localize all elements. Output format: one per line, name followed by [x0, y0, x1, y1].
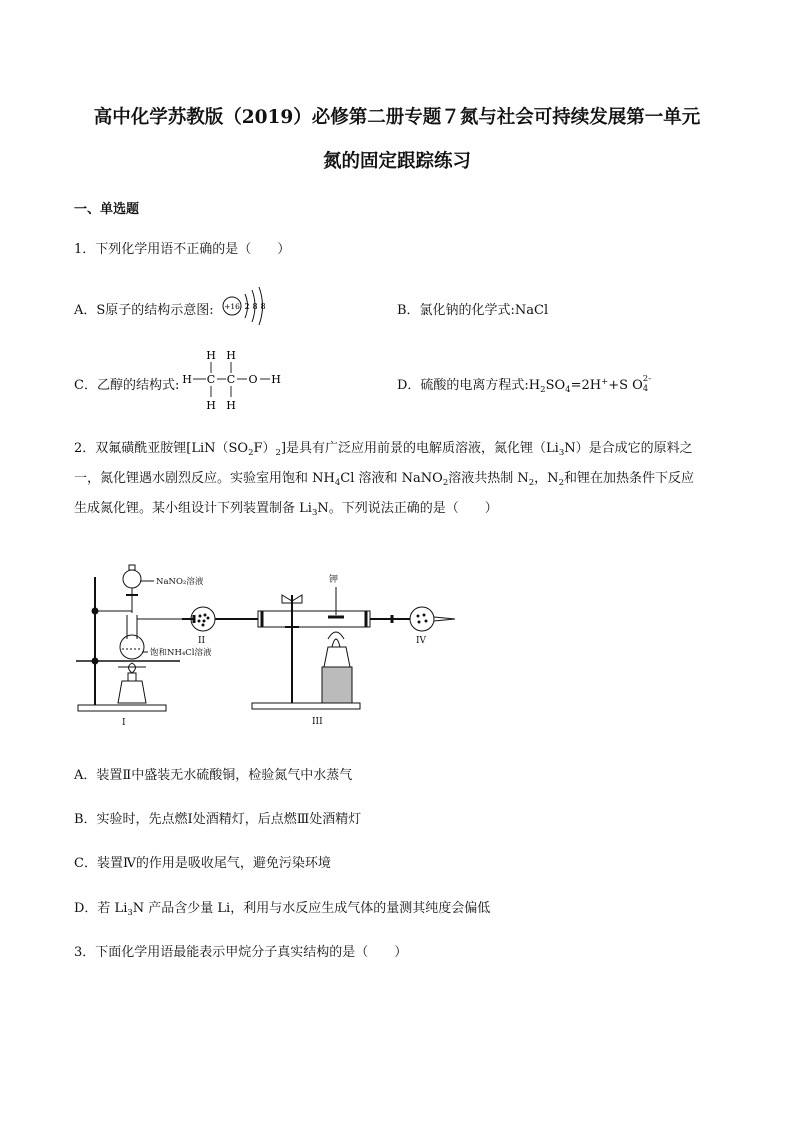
label-apparatus-3: III	[312, 717, 323, 727]
label-metal: 钾	[329, 575, 339, 585]
apparatus-figure	[70, 555, 470, 735]
ethanol-o: O	[248, 373, 258, 386]
shell-2-electrons: 8	[252, 302, 258, 311]
label-apparatus-2: II	[198, 636, 206, 646]
lamp-stand-block	[322, 667, 352, 703]
label-nano2: NaNO₂溶液	[156, 577, 204, 587]
section-heading: 一、单选题	[74, 202, 140, 217]
drying-tube-4	[410, 607, 434, 631]
q2-option-c: C．装置Ⅳ的作用是吸收尾气，避免污染环境	[74, 856, 331, 871]
label-apparatus-1: I	[122, 718, 126, 728]
ethanol-h-right: H	[271, 373, 281, 386]
page-title-line-2: 氮的固定跟踪练习	[322, 151, 471, 172]
label-nh4cl: 饱和NH₄Cl溶液	[150, 648, 212, 658]
q1-option-a: A．S原子的结构示意图:	[74, 303, 214, 318]
q1-option-b: B．氯化钠的化学式:NaCl	[397, 303, 549, 318]
label-apparatus-4: IV	[416, 636, 427, 646]
q2-option-d: D．若 $Li_3N$ 产品含少量 Li，利用与水反应生成气体的量测其纯度会偏低	[74, 901, 491, 918]
q2-stem-line-2: 一，氮化锂遇水剧烈反应。实验室用饱和 $NH_4Cl$ 溶液和 NaNO$_2$溶液共热制 $N_2$，$N_2$和锂在加热条件下反应	[74, 471, 694, 488]
shell-1-electrons: 2	[244, 302, 250, 311]
alcohol-lamp-3	[324, 647, 350, 667]
ethanol-structural-formula	[180, 343, 290, 415]
shell-3-electrons: 8	[260, 302, 266, 311]
q1-option-c: C．乙醇的结构式:	[74, 378, 180, 393]
q2-option-b: B．实验时，先点燃Ⅰ处酒精灯，后点燃Ⅲ处酒精灯	[74, 812, 362, 827]
stand-base-1	[78, 705, 166, 711]
ethanol-h-bottom-2: H	[226, 399, 236, 412]
reaction-tube	[258, 611, 370, 627]
alcohol-lamp-1	[118, 681, 146, 703]
q1-stem: 1．下列化学用语不正确的是（ ）	[74, 242, 291, 257]
q2-stem-line-3: 生成氮化锂。某小组设计下列装置制备 $Li_3N$。下列说法正确的是（ ）	[74, 501, 498, 518]
round-bottom-flask	[120, 635, 144, 659]
ethanol-h-left: H	[182, 373, 192, 386]
ethanol-h-top-2: H	[226, 349, 236, 362]
ethanol-h-top-1: H	[206, 349, 216, 362]
sulfur-atom-diagram	[219, 285, 275, 329]
page-title-line-1: 高中化学苏教版（2019）必修第二册专题７氮与社会可持续发展第一单元	[93, 107, 701, 128]
q2-stem-line-1: 2．双氟磺酰亚胺锂$[LiN(SO_2F)_2]$是具有广泛应用前景的电解质溶液，氮化锂$(Li_3N)$是合成它的原料之	[74, 441, 693, 458]
sulfur-nucleus-label: +16	[224, 302, 240, 311]
ethanol-h-bottom-1: H	[206, 399, 216, 412]
ethanol-c-2: C	[226, 373, 236, 386]
q2-option-a: A．装置Ⅱ中盛装无水硫酸铜，检验氮气中水蒸气	[74, 768, 353, 783]
stand-base-3	[252, 703, 360, 709]
ethanol-c-1: C	[206, 373, 216, 386]
separatory-funnel	[123, 570, 141, 588]
q1-option-d: D．硫酸的电离方程式$:H_2SO_4=2H^++S$ O 2- 4	[397, 374, 652, 395]
q3-stem: 3．下面化学用语最能表示甲烷分子真实结构的是（ ）	[74, 945, 408, 960]
